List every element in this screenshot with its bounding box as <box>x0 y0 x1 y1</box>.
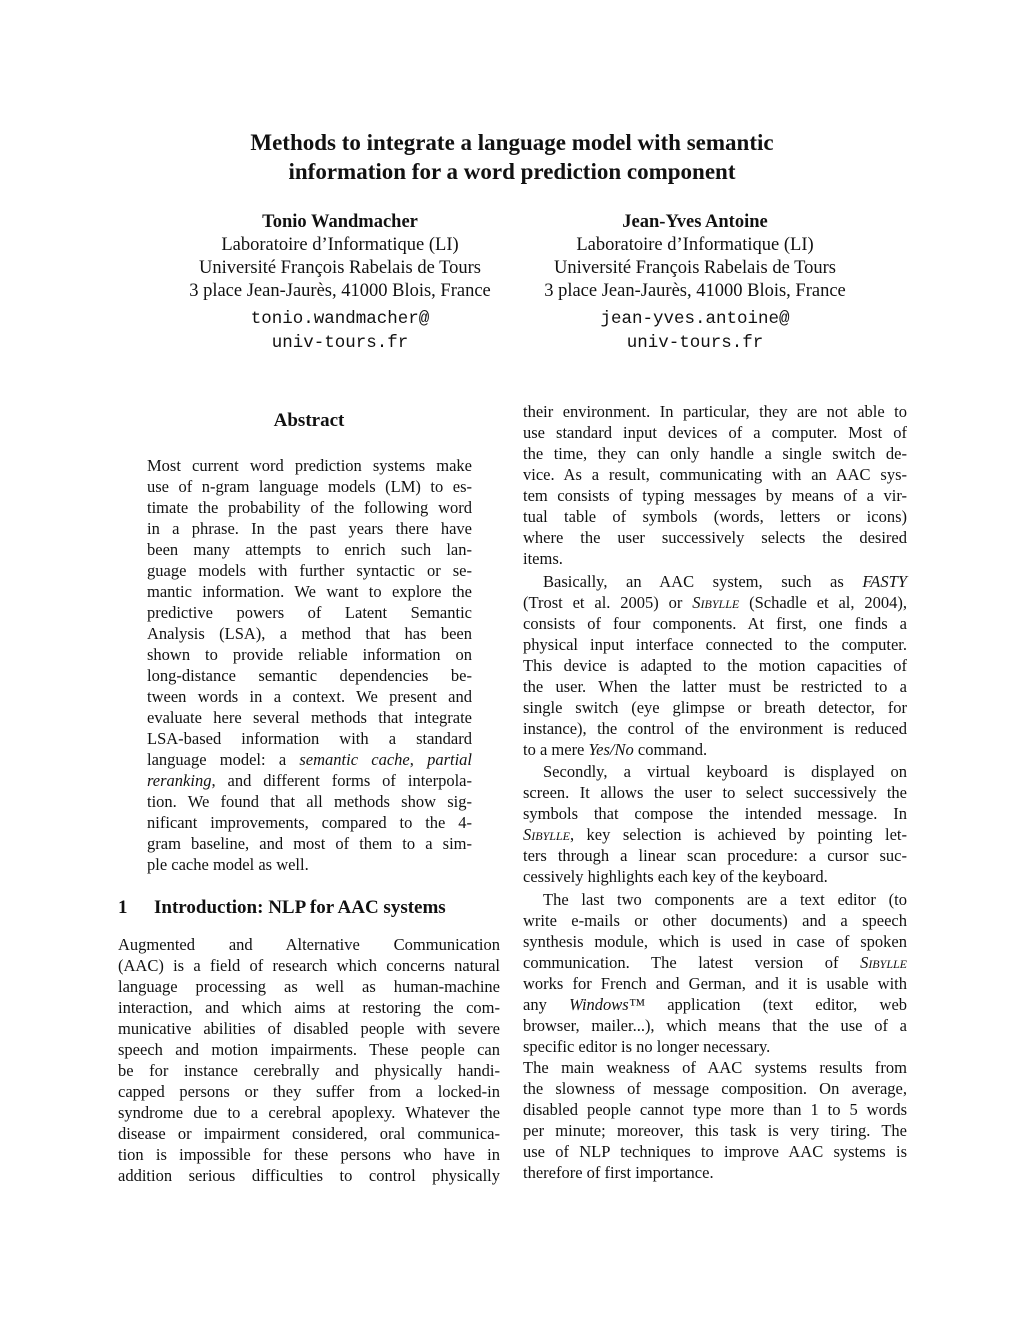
section-heading <box>118 897 446 919</box>
body-line: instance), the control of the environment is reduced <box>523 719 907 738</box>
email-line: univ-tours.fr <box>626 333 764 353</box>
body-line: vice. As a result, communicating with an AAC sys- <box>523 465 907 484</box>
body-line: disabled people cannot type more than 1 to 5 words <box>523 1100 907 1119</box>
body-line: be for instance cerebrally and physically handi- <box>118 1061 500 1080</box>
author-name: Jean-Yves Antoine <box>622 212 768 232</box>
body-line: The main weakness of AAC systems results from <box>523 1058 907 1077</box>
abstract-line: nificant improvements, compared to the 4- <box>147 813 472 832</box>
body-line: language processing as well as human-machine <box>118 977 500 996</box>
body-line: the user. When the latter must be restricted to a <box>523 677 907 696</box>
author-affiliation: Laboratoire d’Informatique (LI) <box>221 235 459 255</box>
author-email[interactable] <box>150 307 530 355</box>
body-text: (Schadle et al, 2004), <box>749 593 907 612</box>
body-line: consists of four components. At first, one finds a <box>523 614 907 633</box>
body-line: disease or impairment considered, oral communica- <box>118 1124 500 1143</box>
author-email[interactable] <box>505 307 885 355</box>
body-text: application (text editor, web <box>667 995 908 1014</box>
body-line: write e-mails or other documents) and a speech <box>523 911 907 930</box>
body-line: synthesis module, which is used in case of spoken <box>523 932 907 951</box>
body-text: Basically, an AAC system, such as <box>543 572 844 591</box>
body-line <box>523 824 907 845</box>
body-line <box>523 592 907 613</box>
body-line: per minute; moreover, this task is very tiring. The <box>523 1121 907 1140</box>
body-line: symbols that compose the intended message. In <box>523 804 907 823</box>
body-line <box>523 571 907 592</box>
author-address: 3 place Jean-Jaurès, 41000 Blois, France <box>544 281 846 301</box>
abstract-line: Analysis (LSA), a method that has been <box>147 624 472 643</box>
abstract-line: evaluate here several methods that integrate <box>147 708 472 727</box>
abstract-emphasis: semantic cache <box>299 750 410 769</box>
email-line: univ-tours.fr <box>271 333 409 353</box>
body-line: use of NLP techniques to improve AAC systems is <box>523 1142 907 1161</box>
abstract-line: predictive powers of Latent Semantic <box>147 603 472 622</box>
abstract-line: tion. We found that all methods show sig- <box>147 792 472 811</box>
abstract-line: timate the probability of the following word <box>147 498 472 517</box>
author-block-1 <box>150 211 530 355</box>
body-line: screen. It allows the user to select successively the <box>523 783 907 802</box>
body-line: physical input interface connected to the computer. <box>523 635 907 654</box>
abstract-line: Most current word prediction systems make <box>147 456 472 475</box>
body-line: This device is adapted to the motion capacities of <box>523 656 907 675</box>
body-text: communication. The latest version of <box>523 953 839 972</box>
email-line: jean-yves.antoine@ <box>600 309 790 329</box>
abstract-line: in a phrase. In the past years there have <box>147 519 472 538</box>
abstract-line: use of n-gram language models (LM) to es- <box>147 477 472 496</box>
abstract-line: LSA-based information with a standard <box>147 729 472 748</box>
body-line: where the user successively selects the desired <box>523 528 907 547</box>
body-line: single switch (eye glimpse or breath detector, for <box>523 698 907 717</box>
abstract-line: been many attempts to enrich such lan- <box>147 540 472 559</box>
body-line: the time, they can only handle a single switch de- <box>523 444 907 463</box>
system-name: FASTY <box>862 572 907 591</box>
body-line: their environment. In particular, they are not able to <box>523 402 907 421</box>
abstract-text: , <box>409 750 414 769</box>
body-text: any <box>523 995 547 1014</box>
body-emphasis: Windows™ <box>569 995 645 1014</box>
abstract-line: mantic information. We want to explore the <box>147 582 472 601</box>
abstract-emphasis: reranking <box>147 771 212 790</box>
system-name: Sibylle <box>523 825 570 844</box>
abstract-line <box>147 749 472 770</box>
body-line: The last two components are a text editor (to <box>543 890 907 909</box>
body-line: the slowness of message composition. On average, <box>523 1079 907 1098</box>
body-line: tion is impossible for these persons who have in <box>118 1145 500 1164</box>
title-line: Methods to integrate a language model with semantic <box>250 130 774 155</box>
section-title: Introduction: NLP for AAC systems <box>154 897 446 918</box>
body-line: browser, mailer...), which means that the use of a <box>523 1016 907 1035</box>
body-text: to a mere <box>523 740 585 759</box>
body-line: items. <box>523 549 563 568</box>
body-line: addition serious difficulties to control physically <box>118 1166 500 1185</box>
body-line: use standard input devices of a computer. Most of <box>523 423 907 442</box>
abstract-line: tween words in a context. We present and <box>147 687 472 706</box>
body-line: speech and motion impairments. These people can <box>118 1040 500 1059</box>
system-name: Sibylle <box>692 593 740 612</box>
abstract-line <box>147 770 472 791</box>
body-line: works for French and German, and it is usable with <box>523 974 907 993</box>
abstract-heading: Abstract <box>273 410 345 431</box>
author-name: Tonio Wandmacher <box>262 212 418 232</box>
body-line: tem consists of typing messages by means of a vir- <box>523 486 907 505</box>
title-line: information for a word prediction component <box>288 159 736 184</box>
abstract-line: long-distance semantic dependencies be- <box>147 666 472 685</box>
abstract-line: guage models with further syntactic or se- <box>147 561 472 580</box>
abstract-line: shown to provide reliable information on <box>147 645 472 664</box>
body-line <box>523 739 907 760</box>
body-text: command. <box>637 740 708 759</box>
body-line: Secondly, a virtual keyboard is displayed on <box>543 762 907 781</box>
body-line <box>523 994 907 1015</box>
body-emphasis: Yes/No <box>588 740 634 759</box>
body-line: interaction, and which aims at restoring the com- <box>118 998 500 1017</box>
body-text: , key selection is achieved by pointing let- <box>569 825 907 844</box>
abstract-line: ple cache model as well. <box>147 855 309 874</box>
abstract-text: , and different forms of interpola- <box>211 771 472 790</box>
body-line: municative abilities of disabled people with severe <box>118 1019 500 1038</box>
body-line: ters through a linear scan procedure: a cursor suc- <box>523 846 907 865</box>
section-number: 1 <box>118 897 128 918</box>
body-line: syndrome due to a cerebral apoplexy. Whatever the <box>118 1103 500 1122</box>
abstract-emphasis: partial <box>427 750 472 769</box>
body-line <box>523 952 907 973</box>
body-text: (Trost et al. 2005) or <box>523 593 683 612</box>
body-line: therefore of first importance. <box>523 1163 714 1182</box>
author-affiliation: Laboratoire d’Informatique (LI) <box>576 235 814 255</box>
abstract-text: language model: a <box>147 750 287 769</box>
body-line: capped persons or they suffer from a locked-in <box>118 1082 500 1101</box>
author-block-2 <box>505 211 885 355</box>
author-university: Université François Rabelais de Tours <box>199 258 481 278</box>
body-line: cessively highlights each key of the keyboard. <box>523 867 828 886</box>
body-line: specific editor is no longer necessary. <box>523 1037 771 1056</box>
author-address: 3 place Jean-Jaurès, 41000 Blois, France <box>189 281 491 301</box>
author-university: Université François Rabelais de Tours <box>554 258 836 278</box>
body-line: Augmented and Alternative Communication <box>118 935 500 954</box>
email-line: tonio.wandmacher@ <box>250 309 430 329</box>
paper-title <box>0 128 1024 186</box>
abstract-line: gram baseline, and most of them to a sim- <box>147 834 472 853</box>
body-line: tual table of symbols (words, letters or icons) <box>523 507 907 526</box>
body-line: (AAC) is a field of research which concerns natural <box>118 956 500 975</box>
system-name: Sibylle <box>860 953 907 972</box>
